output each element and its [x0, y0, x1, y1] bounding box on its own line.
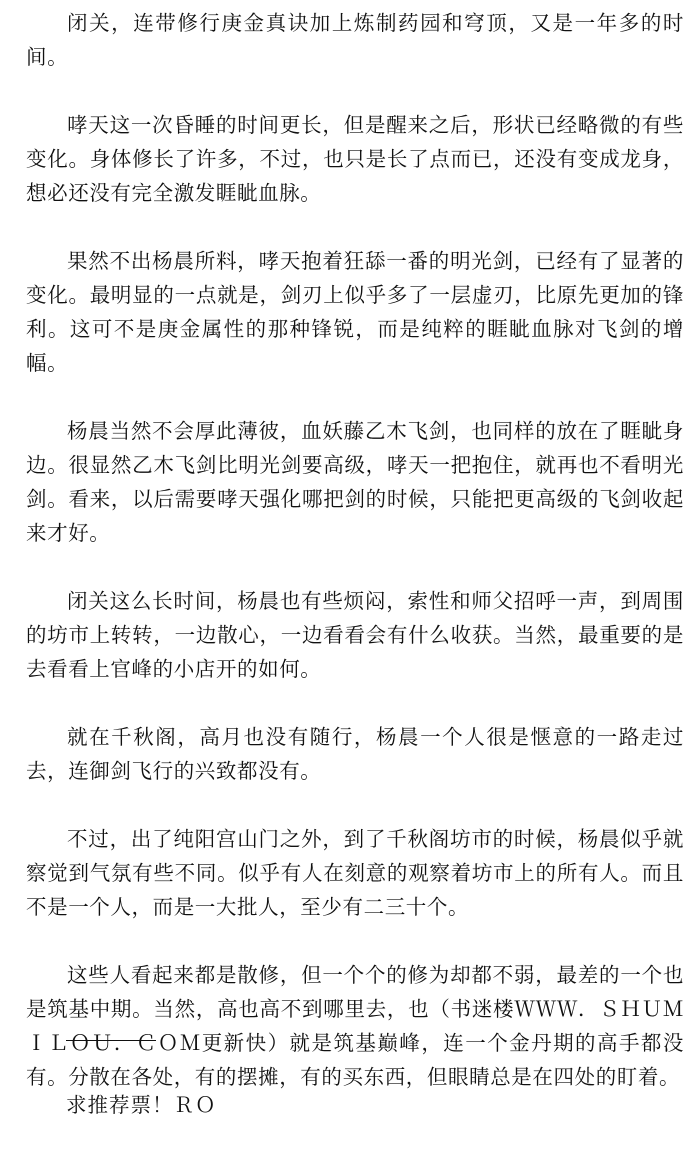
- paragraph-8: 这些人看起来都是散修，但一个个的修为却都不弱，最差的一个也是筑基中期。当然，高也高不到哪里去，也（书迷楼ＷＷＷ．ＳＨＵＭＩＬＯＵ．ＣＯＭ更新快）就是筑基巅峰，连一个金丹期的高手都没有。分散在各处，有的摆摊，有的买东西，但眼睛总是在四处的盯着。: [26, 963, 684, 1089]
- paragraph-3: 果然不出杨晨所料，哮天抱着狂舔一番的明光剑，已经有了显著的变化。最明显的一点就是，剑刃上似乎多了一层虚刃，比原先更加的锋利。这可不是庚金属性的那种锋锐，而是纯粹的睚眦血脉对飞剑的增幅。: [26, 249, 684, 375]
- paragraph-7: 不过，出了纯阳宫山门之外，到了千秋阁坊市的时候，杨晨似乎就察觉到气氛有些不同。似乎有人在刻意的观察着坊市上的所有人。而且不是一个人，而是一大批人，至少有二三十个。: [26, 827, 684, 919]
- divider-line: [66, 1040, 156, 1041]
- chapter-text: [26, 6, 684, 1128]
- paragraph-2: 哮天这一次昏睡的时间更长，但是醒来之后，形状已经略微的有些变化。身体修长了许多，不过，也只是长了点而已，还没有变成龙身，想必还没有完全激发睚眦血脉。: [26, 113, 684, 205]
- paragraph-5: 闭关这么长时间，杨晨也有些烦闷，索性和师父招呼一声，到周围的坊市上转转，一边散心，一边看看会有什么收获。当然，最重要的是去看看上官峰的小店开的如何。: [26, 589, 684, 681]
- paragraph-1: 闭关，连带修行庚金真诀加上炼制药园和穹顶，又是一年多的时间。: [26, 11, 684, 69]
- paragraph-6: 就在千秋阁，高月也没有随行，杨晨一个人很是惬意的一路走过去，连御剑飞行的兴致都没有。: [26, 725, 684, 783]
- paragraph-4: 杨晨当然不会厚此薄彼，血妖藤乙木飞剑，也同样的放在了睚眦身边。很显然乙木飞剑比明光剑要高级，哮天一把抱住，就再也不看明光剑。看来，以后需要哮天强化哪把剑的时候，只能把更高级的飞剑收起来才好。: [26, 419, 684, 545]
- vote-request: 求推荐票！ＲＯ: [66, 1093, 217, 1117]
